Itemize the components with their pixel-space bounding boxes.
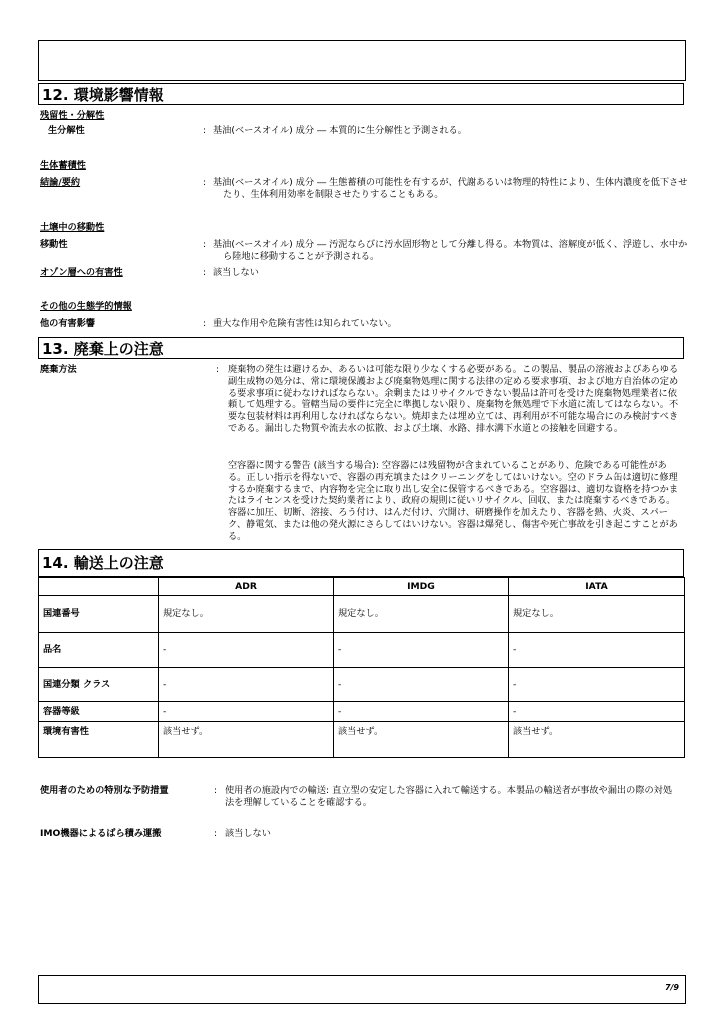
disposal-label: 廃棄方法: [40, 364, 77, 375]
cell-iata: 該当せず。: [509, 722, 685, 758]
disposal-paragraph-1: 廃棄物の発生は避けるか、あるいは可能な限り少なくする必要がある。この製品、製品の溶液およびあらゆる副生成物の処分は、常に環境保護および廃棄物処理に関する法律の定める要求事項、および地方自治体の定める要求事項に従わなければならない。余剰またはリサイクルできない製品は許可を受けた廃棄物処理業者に依頼して処理する。管轄当局の要件に完全に準拠しない限り、廃棄物を無処理で下水道に流してはならない。不要な包装材料は再利用しなければならない。焼却または埋め立ては、再利用が不可能な場合にのみ検討すべきである。漏出した物質や流去水の拡散、および土壌、水路、排水溝下水道との接触を回避する。: [228, 364, 679, 434]
section-14-title: 14. 輸送上の注意: [42, 554, 164, 572]
section-14-heading: [38, 549, 684, 577]
colon: :: [203, 267, 207, 278]
ozone-label: オゾン層への有害性: [40, 267, 123, 278]
cell-imdg: 該当せず。: [334, 722, 509, 758]
mobility-value: 基油(ベースオイル) 成分 ― 汚泥ならびに汚水固形物として分離し得る。本物質は、溶解度が低く、浮遊し、水中から陸地に移動することが予測される。: [213, 239, 688, 262]
cell-imdg: -: [334, 668, 509, 702]
user-precautions-value: 使用者の施設内での輸送: 直立型の安定した容器に入れて輸送する。本製品の輸送者が事故や漏出の際の対処法を理解していることを確認する。: [225, 785, 673, 808]
page-number: 7/9: [664, 983, 679, 992]
page-footer-box: [38, 975, 686, 1004]
table-header-row: [39, 578, 685, 596]
section-12-heading: [38, 83, 684, 105]
biodegradability-value: 基油(ベースオイル) 成分 ― 本質的に生分解性と予測される。: [213, 125, 467, 136]
cell-imdg: -: [334, 633, 509, 668]
imo-bulk-label: IMO機器によるばら積み運搬: [40, 828, 162, 839]
table-row: [39, 702, 685, 722]
other-adverse-label: 他の有害影響: [40, 318, 96, 329]
soil-mobility-heading: 土壌中の移動性: [40, 222, 105, 233]
colon: :: [203, 125, 207, 136]
colon: :: [203, 239, 207, 250]
biodegradability-label: 生分解性: [48, 125, 85, 136]
cell-adr: 該当せず。: [159, 722, 334, 758]
cell-adr: -: [159, 702, 334, 722]
cell-imdg: -: [334, 702, 509, 722]
cell-adr: 規定なし。: [159, 596, 334, 633]
page-header-box: [38, 40, 686, 81]
table-row: [39, 596, 685, 633]
bioaccumulation-value: 基油(ベースオイル) 成分 ― 生態蓄積の可能性を有するが、代謝あるいは物理的特性により、生体内濃度を低下させたり、生体利用効率を制限させたりすることもある。: [213, 177, 688, 200]
cell-iata: 規定なし。: [509, 596, 685, 633]
cell-imdg: 規定なし。: [334, 596, 509, 633]
colon: :: [216, 364, 220, 375]
cell-iata: -: [509, 702, 685, 722]
user-precautions-label: 使用者のための特別な予防措置: [40, 785, 169, 796]
ozone-value: 該当しない: [213, 267, 259, 278]
mobility-label: 移動性: [40, 239, 68, 250]
table-row: [39, 633, 685, 668]
colon: :: [214, 785, 218, 796]
transport-table: [38, 577, 685, 758]
other-adverse-value: 重大な作用や危険有害性は知られていない。: [213, 318, 397, 329]
row-label: 環境有害性: [39, 722, 159, 758]
section-13-title: 13. 廃棄上の注意: [42, 340, 164, 358]
cell-adr: -: [159, 633, 334, 668]
header-imdg: IMDG: [334, 578, 509, 596]
colon: :: [214, 828, 218, 839]
row-label: 容器等級: [39, 702, 159, 722]
cell-adr: -: [159, 668, 334, 702]
header-iata: IATA: [509, 578, 685, 596]
table-row: [39, 722, 685, 758]
cell-iata: -: [509, 668, 685, 702]
section-13-heading: [38, 337, 684, 359]
colon: :: [203, 318, 207, 329]
table-row: [39, 668, 685, 702]
colon: :: [203, 177, 207, 188]
conclusion-label: 結論/要約: [40, 177, 81, 188]
bioaccumulation-heading: 生体蓄積性: [40, 160, 86, 171]
row-label: 品名: [39, 633, 159, 668]
row-label: 国連番号: [39, 596, 159, 633]
section-12-title: 12. 環境影響情報: [42, 86, 164, 104]
other-eco-heading: その他の生態学的情報: [40, 301, 132, 312]
row-label: 国連分類 クラス: [39, 668, 159, 702]
cell-iata: -: [509, 633, 685, 668]
persistence-heading: 残留性・分解性: [40, 110, 105, 121]
disposal-paragraph-2: 空容器に関する警告 (該当する場合): 空容器には残留物が含まれていることがあり、危険である可能性がある。正しい指示を得ないで、容器の再充填またはクリーニングをしてはいけない。空のドラム缶は適切に修理するか廃棄するまで、内容物を完全に取り出し安全に保管するべきである。空容器は、適切な資格を持つかまたはライセンスを受けた契約業者により、政府の規則に従いリサイクル、回収、または廃棄するべきである。容器に加圧、切断、溶接、ろう付け、はんだ付け、穴開け、研磨操作を加えたり、容器を熱、火炎、スパーク、静電気、または他の発火源にさらしてはいけない。容器は爆発し、傷害や死亡事故を引き起こすことがある。: [228, 460, 679, 542]
table-header-blank: [39, 578, 159, 596]
header-adr: ADR: [159, 578, 334, 596]
imo-bulk-value: 該当しない: [225, 828, 271, 839]
